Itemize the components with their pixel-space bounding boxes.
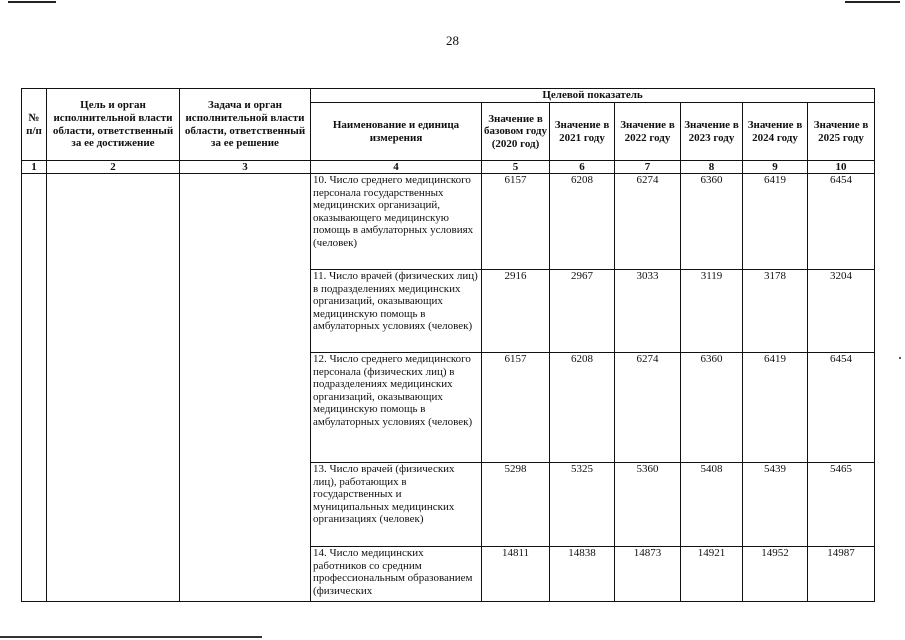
column-number: 7 [615, 161, 681, 174]
header-goal: Цель и орган исполнительной власти области, ответственный за ее достижение [47, 89, 180, 161]
scan-artifact-dot [899, 357, 901, 359]
value-2025: 6454 [808, 174, 875, 270]
targets-table [21, 88, 875, 602]
header-2022: Значение в 2022 году [615, 103, 681, 161]
value-2021: 6208 [550, 174, 615, 270]
column-number: 2 [47, 161, 180, 174]
scan-artifact-top-left [8, 1, 56, 3]
value-base: 14811 [482, 547, 550, 602]
column-number: 9 [743, 161, 808, 174]
column-number: 10 [808, 161, 875, 174]
value-2023: 6360 [681, 353, 743, 463]
value-2023: 3119 [681, 270, 743, 353]
value-2021: 2967 [550, 270, 615, 353]
page-number: 28 [446, 33, 459, 48]
column-number: 8 [681, 161, 743, 174]
value-2022: 6274 [615, 353, 681, 463]
table-row [22, 174, 875, 270]
value-2024: 3178 [743, 270, 808, 353]
header-target-group: Целевой показатель [311, 89, 875, 103]
header-2025: Значение в 2025 году [808, 103, 875, 161]
value-base: 2916 [482, 270, 550, 353]
scan-artifact-bottom [0, 636, 262, 638]
value-2023: 6360 [681, 174, 743, 270]
value-2021: 6208 [550, 353, 615, 463]
indicator-name: 10. Число среднего медицинского персонала государственных медицинских организаций, оказывающего медицинскую помощь в амбулаторных условиях (человек) [311, 174, 482, 270]
value-2025: 5465 [808, 463, 875, 547]
value-2023: 14921 [681, 547, 743, 602]
value-2024: 6419 [743, 174, 808, 270]
value-2025: 3204 [808, 270, 875, 353]
value-2024: 6419 [743, 353, 808, 463]
column-number: 4 [311, 161, 482, 174]
value-2022: 3033 [615, 270, 681, 353]
task-cell [180, 174, 311, 602]
value-2022: 5360 [615, 463, 681, 547]
value-base: 6157 [482, 353, 550, 463]
value-2025: 14987 [808, 547, 875, 602]
header-num: № п/п [22, 89, 47, 161]
column-number: 1 [22, 161, 47, 174]
indicator-name: 11. Число врачей (физических лиц) в подразделениях медицинских организаций, оказывающих медицинскую помощь в амбулаторных условиях (человек) [311, 270, 482, 353]
header-base-year: Значение в базовом году (2020 год) [482, 103, 550, 161]
value-2024: 14952 [743, 547, 808, 602]
value-2021: 5325 [550, 463, 615, 547]
header-2021: Значение в 2021 году [550, 103, 615, 161]
indicator-name: 13. Число врачей (физических лиц), работающих в государственных и муниципальных медицинских организациях (человек) [311, 463, 482, 547]
num-cell [22, 174, 47, 602]
header-2024: Значение в 2024 году [743, 103, 808, 161]
goal-cell [47, 174, 180, 602]
column-number: 5 [482, 161, 550, 174]
indicator-name: 14. Число медицинских работников со средним профессиональным образованием (физических [311, 547, 482, 602]
value-2021: 14838 [550, 547, 615, 602]
value-2022: 6274 [615, 174, 681, 270]
value-2025: 6454 [808, 353, 875, 463]
value-2022: 14873 [615, 547, 681, 602]
value-base: 5298 [482, 463, 550, 547]
column-number: 3 [180, 161, 311, 174]
column-number-row [22, 161, 875, 174]
header-indicator-name: Наименование и единица измерения [311, 103, 482, 161]
header-2023: Значение в 2023 году [681, 103, 743, 161]
value-2024: 5439 [743, 463, 808, 547]
header-task: Задача и орган исполнительной власти области, ответственный за ее решение [180, 89, 311, 161]
indicator-name: 12. Число среднего медицинского персонала (физических лиц) в подразделениях медицинских организаций, оказывающих медицинскую помощь в амбулаторных условиях (человек) [311, 353, 482, 463]
scan-artifact-top-right [845, 1, 900, 3]
value-2023: 5408 [681, 463, 743, 547]
column-number: 6 [550, 161, 615, 174]
value-base: 6157 [482, 174, 550, 270]
